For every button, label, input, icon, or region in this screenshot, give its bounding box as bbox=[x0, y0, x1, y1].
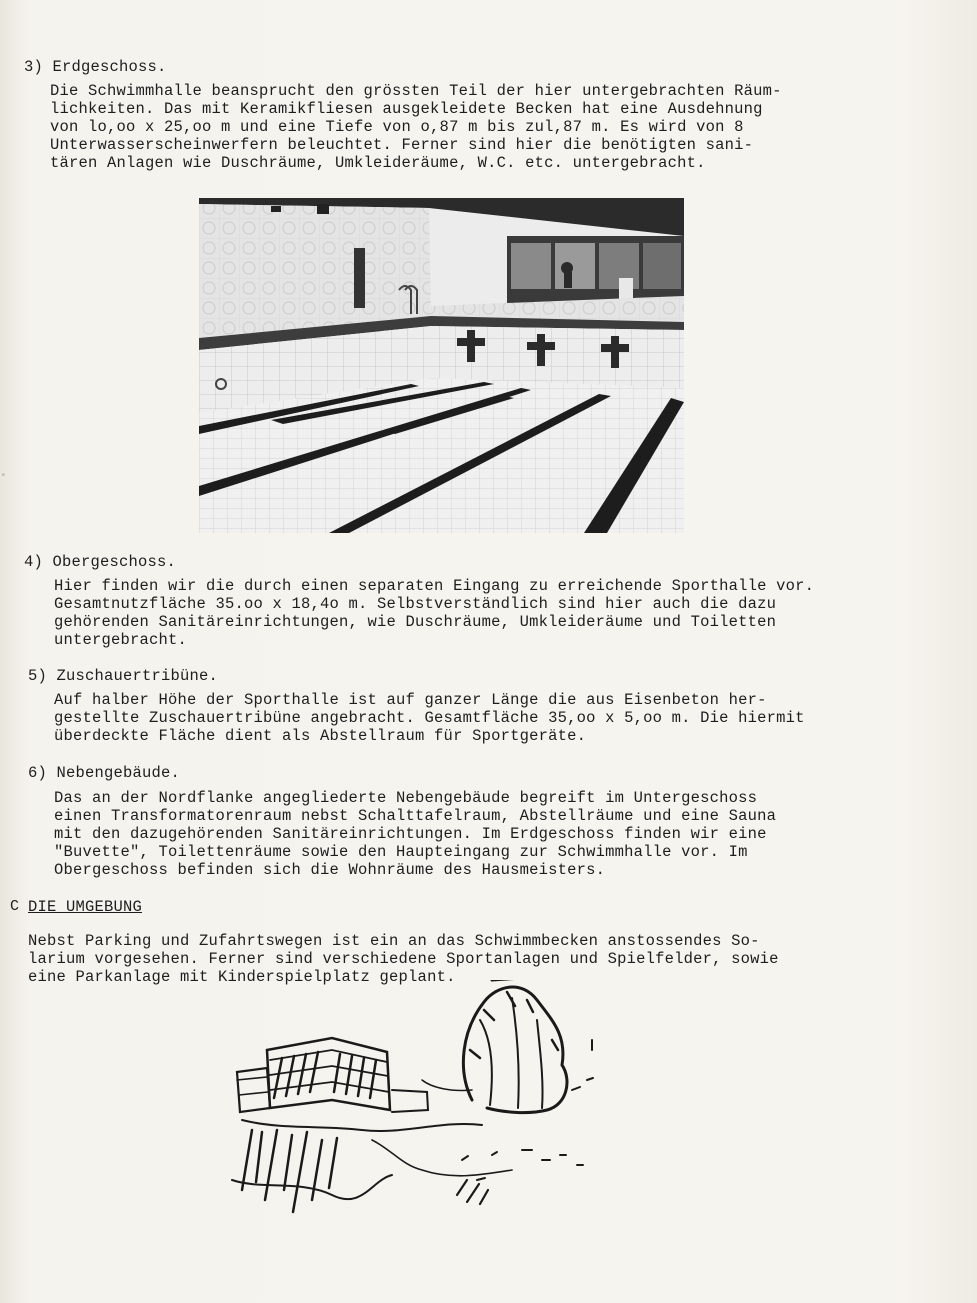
margin-ghost-mark: ▪ bbox=[0, 470, 7, 482]
para-zuschauertribuene-line-1: Auf halber Höhe der Sporthalle ist auf ganzer Länge die aus Eisenbeton her- bbox=[54, 691, 767, 709]
section-letter-c: C bbox=[10, 898, 20, 915]
heading-obergeschoss: 4) Obergeschoss. bbox=[24, 553, 177, 571]
para-nebengebaeude-line-1: Das an der Nordflanke angegliederte Nebengebäude begreift im Untergeschoss bbox=[54, 789, 758, 807]
para-umgebung-line-3: eine Parkanlage mit Kinderspielplatz geplant. bbox=[28, 968, 456, 986]
para-erdgeschoss-line-2: lichkeiten. Das mit Keramikfliesen ausgekleidete Becken hat eine Ausdehnung bbox=[50, 100, 763, 118]
para-erdgeschoss-line-4: Unterwasserscheinwerfern beleuchtet. Ferner sind hier die benötigten sani- bbox=[50, 136, 754, 154]
para-umgebung-line-1: Nebst Parking und Zufahrtswegen ist ein an das Schwimmbecken anstossendes So- bbox=[28, 932, 760, 950]
para-zuschauertribuene-line-3: überdeckte Fläche dient als Abstellraum für Sportgeräte. bbox=[54, 727, 587, 745]
heading-die-umgebung: DIE UMGEBUNG bbox=[28, 898, 143, 916]
building-sketch-illustration bbox=[222, 980, 612, 1220]
para-zuschauertribuene-line-2: gestellte Zuschauertribüne angebracht. Gesamtfläche 35,oo x 5,oo m. Die hiermit bbox=[54, 709, 805, 727]
heading-erdgeschoss: 3) Erdgeschoss. bbox=[24, 58, 167, 76]
para-obergeschoss-line-4: untergebracht. bbox=[54, 631, 188, 649]
para-umgebung-line-2: larium vorgesehen. Ferner sind verschiedene Sportanlagen und Spielfelder, sowie bbox=[28, 950, 779, 968]
heading-nebengebaeude: 6) Nebengebäude. bbox=[28, 764, 181, 782]
para-nebengebaeude-line-5: Obergeschoss befinden sich die Wohnräume des Hausmeisters. bbox=[54, 861, 606, 879]
para-erdgeschoss-line-3: von lo,oo x 25,oo m und eine Tiefe von o,87 m bis zul,87 m. Es wird von 8 bbox=[50, 118, 744, 136]
para-nebengebaeude-line-2: einen Transformatorenraum nebst Schalttafelraum, Abstellräume und eine Sauna bbox=[54, 807, 777, 825]
para-obergeschoss-line-2: Gesamtnutzfläche 35.oo x 18,4o m. Selbstverständlich sind hier auch die dazu bbox=[54, 595, 777, 613]
pool-photo-drawing bbox=[199, 198, 684, 533]
swimming-pool-photo bbox=[199, 198, 684, 533]
para-erdgeschoss-line-1: Die Schwimmhalle beansprucht den grössten Teil der hier untergebrachten Räum- bbox=[50, 82, 782, 100]
para-nebengebaeude-line-4: "Buvette", Toilettenräume sowie den Haupteingang zur Schwimmhalle vor. Im bbox=[54, 843, 748, 861]
para-nebengebaeude-line-3: mit den dazugehörenden Sanitäreinrichtungen. Im Erdgeschoss finden wir eine bbox=[54, 825, 767, 843]
para-erdgeschoss-line-5: tären Anlagen wie Duschräume, Umkleideräume, W.C. etc. untergebracht. bbox=[50, 154, 706, 172]
para-obergeschoss-line-3: gehörenden Sanitäreinrichtungen, wie Duschräume, Umkleideräume und Toiletten bbox=[54, 613, 777, 631]
heading-zuschauertribuene: 5) Zuschauertribüne. bbox=[28, 667, 219, 685]
para-obergeschoss-line-1: Hier finden wir die durch einen separaten Eingang zu erreichende Sporthalle vor. bbox=[54, 577, 815, 595]
